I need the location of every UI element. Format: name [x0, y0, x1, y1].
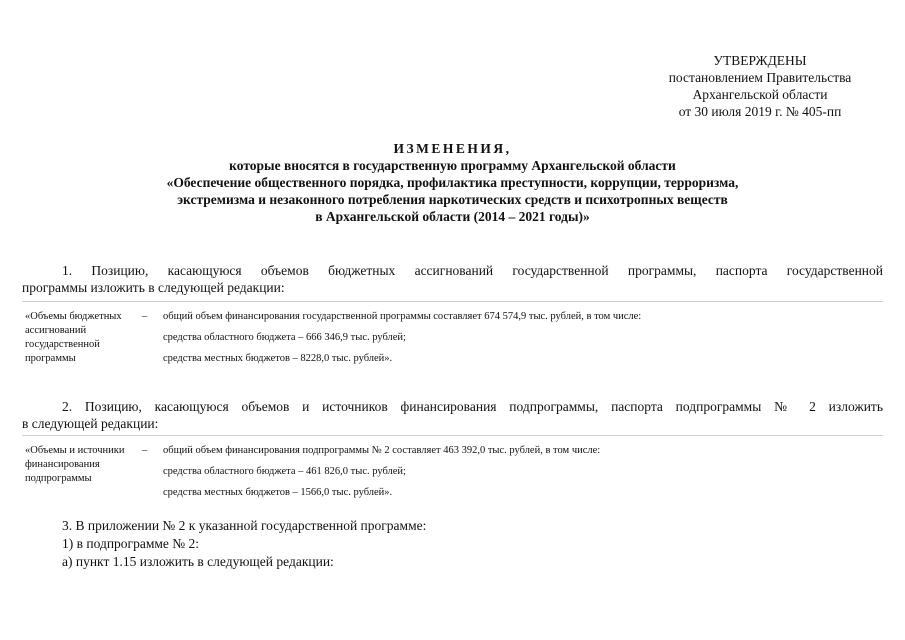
- budget-position-table: [22, 301, 883, 384]
- document-subtitle-line: в Архангельской области (2014 – 2021 годы)»: [315, 209, 590, 224]
- position-value-line: средства областного бюджета – 666 346,9 тыс. рублей;: [163, 332, 406, 343]
- approval-date-number: от 30 июля 2019 г. № 405-пп: [678, 104, 842, 119]
- document-subtitle-line: экстремизма и незаконного потребления наркотических средств и психотропных веществ: [177, 192, 728, 207]
- item-2-paragraph: [22, 398, 883, 432]
- position-value-line: средства областного бюджета – 461 826,0 тыс. рублей;: [163, 466, 406, 477]
- item-3-subitem-1a: а) пункт 1.15 изложить в следующей редакции:: [62, 554, 334, 569]
- document-heading: [40, 140, 865, 225]
- position-label: «Объемы и источники финансирования подпрограммы: [25, 445, 125, 484]
- approval-region: Архангельской области: [692, 87, 828, 102]
- document-subtitle-line: которые вносятся в государственную программу Архангельской области: [229, 158, 676, 173]
- item-2-line: в следующей редакции:: [22, 416, 159, 431]
- item-3-subitem-1: 1) в подпрограмме № 2:: [62, 536, 200, 551]
- approval-title: УТВЕРЖДЕНЫ: [713, 53, 807, 68]
- item-1-line: программы изложить в следующей редакции:: [22, 280, 285, 295]
- position-values: [163, 310, 641, 373]
- position-value-line: средства местных бюджетов – 1566,0 тыс. рублей».: [163, 487, 393, 498]
- approval-stamp: [645, 52, 875, 120]
- position-dash: –: [142, 445, 148, 456]
- document-subtitle-line: «Обеспечение общественного порядка, профилактика преступности, коррупции, терроризма,: [166, 175, 739, 190]
- position-value-line: средства местных бюджетов – 8228,0 тыс. рублей».: [163, 353, 393, 364]
- item-1-paragraph: [22, 262, 883, 296]
- subprogram-position-table: [22, 435, 883, 504]
- position-label: «Объемы бюджетных ассигнований государственной программы: [25, 311, 122, 364]
- position-values: [163, 444, 600, 507]
- item-1-line: 1. Позицию, касающуюся объемов бюджетных ассигнований государственной программы, паспорта государственной: [62, 263, 883, 278]
- approval-authority: постановлением Правительства: [668, 70, 852, 85]
- document-title: ИЗМЕНЕНИЯ,: [393, 141, 512, 156]
- item-3-paragraph: 3. В приложении № 2 к указанной государственной программе:: [62, 518, 427, 533]
- position-value-line: общий объем финансирования государственной программы составляет 674 574,9 тыс. рублей, в том числе:: [163, 311, 642, 322]
- item-2-line: 2. Позицию, касающуюся объемов и источников финансирования подпрограммы, паспорта подпрограммы № 2 изложить: [62, 399, 883, 414]
- position-dash: –: [142, 311, 148, 322]
- position-value-line: общий объем финансирования подпрограммы № 2 составляет 463 392,0 тыс. рублей, в том числе:: [163, 445, 601, 456]
